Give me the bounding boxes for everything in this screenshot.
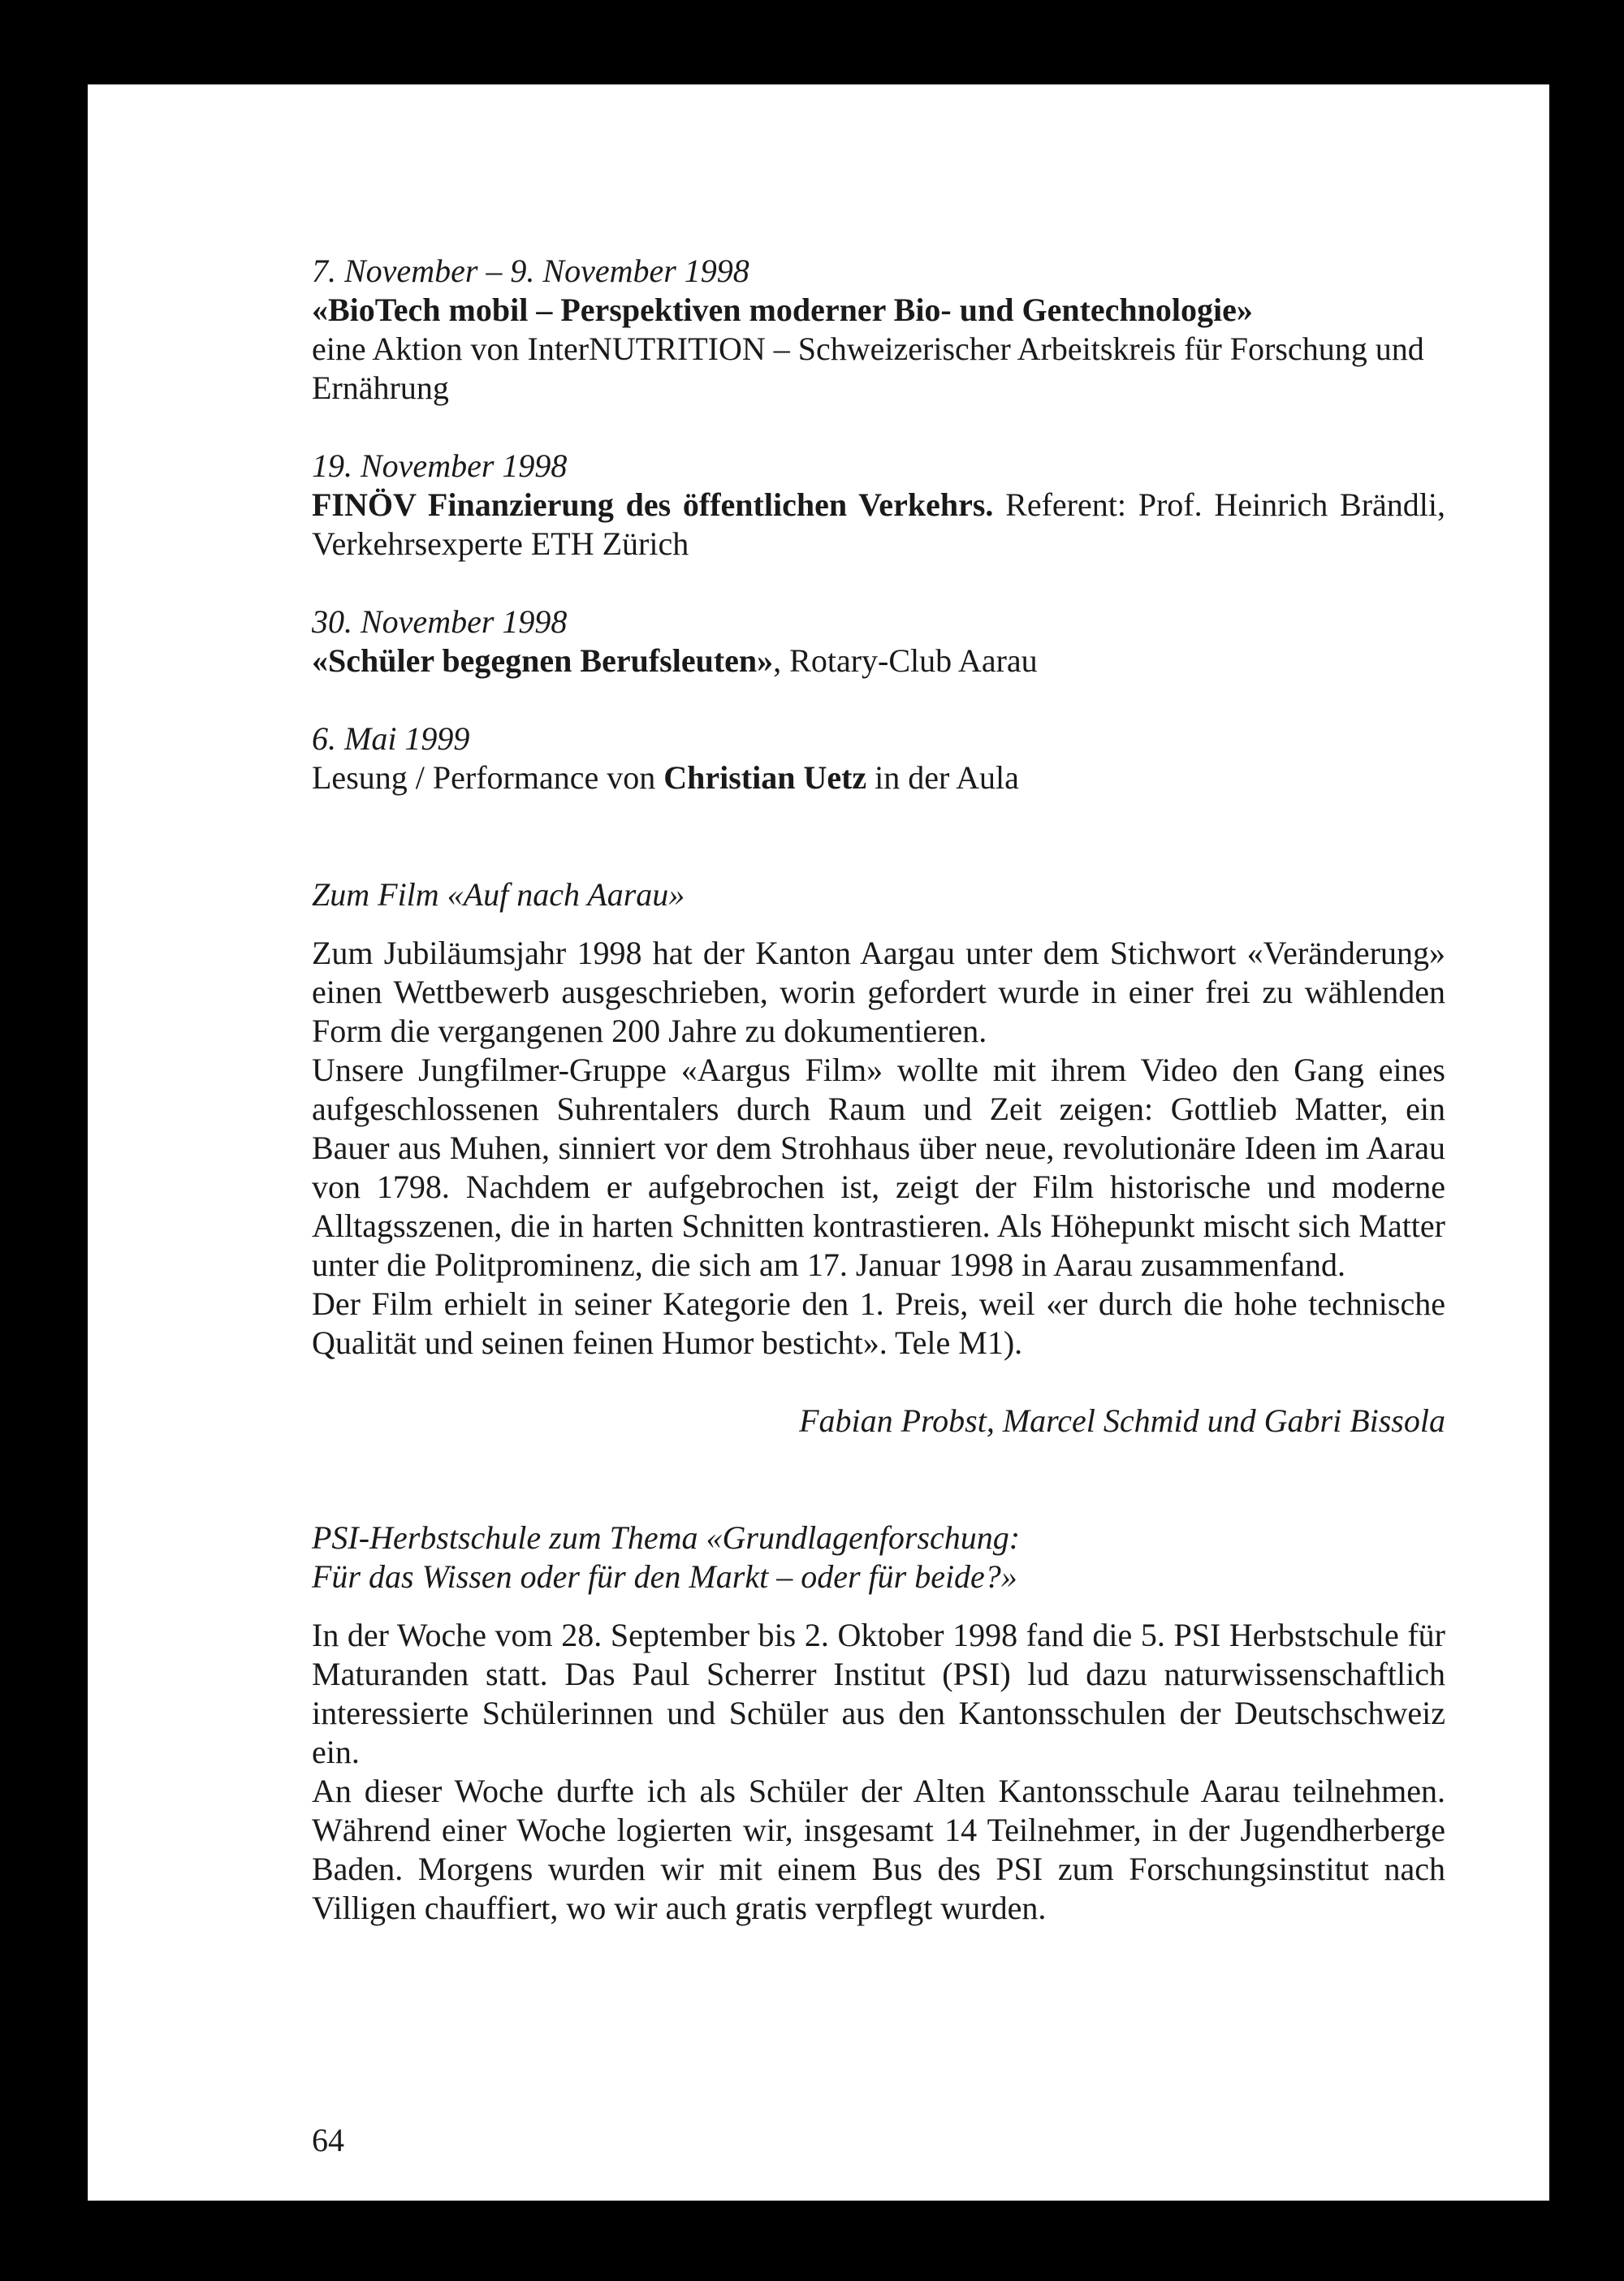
event-date: 30. November 1998 — [312, 603, 568, 640]
film-paragraph: Der Film erhielt in seiner Kategorie den 1. Preis, weil «er durch die hohe technische Qualität und seinen feinen Humor besticht». Tele M1). — [312, 1285, 1445, 1361]
event-description — [312, 486, 1445, 564]
event-text: , Rotary-Club Aarau — [773, 642, 1038, 679]
psi-paragraph: An dieser Woche durfte ich als Schüler der Alten Kantonsschule Aarau teilnehmen. Während einer Woche logierten wir, insgesamt 14 Teilnehmer, in der Jugendherberge Baden. Morgens wurden wir mit einem Bus des PSI zum Forschungsinstitut nach Villigen chauffiert, wo wir auch gratis verpflegt wurden. — [312, 1773, 1445, 1926]
document-page — [88, 84, 1549, 2201]
event-title: «Schüler begegnen Berufsleuten» — [312, 642, 774, 679]
event-biotech — [312, 252, 1445, 408]
event-lesung — [312, 719, 1445, 797]
event-date: 19. November 1998 — [312, 447, 568, 484]
film-section — [312, 875, 1445, 1441]
event-performer: Christian Uetz — [663, 759, 867, 796]
event-description — [312, 758, 1445, 797]
event-text-before: Lesung / Performance von — [312, 759, 664, 796]
event-text: eine Aktion von InterNUTRITION – Schweizerischer Arbeitskreis für Forschung und Ernährung — [312, 330, 1424, 406]
film-signature: Fabian Probst, Marcel Schmid und Gabri Bissola — [799, 1402, 1445, 1439]
event-finoev — [312, 447, 1445, 564]
event-text-after: in der Aula — [866, 759, 1019, 796]
psi-heading-line2: Für das Wissen oder für den Markt – oder für beide?» — [312, 1558, 1017, 1595]
film-heading: Zum Film «Auf nach Aarau» — [312, 876, 685, 913]
page-number: 64 — [312, 2122, 344, 2158]
psi-paragraph: In der Woche vom 28. September bis 2. Oktober 1998 fand die 5. PSI Herbstschule für Maturanden statt. Das Paul Scherrer Institut (PSI) lud dazu naturwissenschaftlich interessierte Schülerinnen und Schüler aus den Kantonsschulen der Deutschschweiz ein. — [312, 1617, 1445, 1770]
event-description — [312, 642, 1445, 680]
event-date: 7. November – 9. November 1998 — [312, 253, 749, 289]
film-paragraph: Unsere Jungfilmer-Gruppe «Aargus Film» wollte mit ihrem Video den Gang eines aufgeschlossenen Suhrentalers durch Raum und Zeit zeigen: Gottlieb Matter, ein Bauer aus Muhen, sinniert vor dem Strohhaus über neue, revolutionäre Ideen im Aarau von 1798. Nachdem er aufgebrochen ist, zeigt der Film historische und moderne Alltagsszenen, die in harten Schnitten kontrastieren. Als Höhepunkt mischt sich Matter unter die Politprominenz, die sich am 17. Januar 1998 in Aarau zusammenfand. — [312, 1052, 1445, 1283]
film-paragraph: Zum Jubiläumsjahr 1998 hat der Kanton Aargau unter dem Stichwort «Veränderung» einen Wettbewerb ausgeschrieben, worin gefordert wurde in einer frei zu wählenden Form die vergangenen 200 Jahre zu dokumentieren. — [312, 935, 1445, 1049]
page-content — [312, 252, 1445, 1928]
event-schueler — [312, 603, 1445, 680]
psi-heading-line1: PSI-Herbstschule zum Thema «Grundlagenforschung: — [312, 1519, 1021, 1556]
event-text: Referent: Prof. Heinrich Brändli, Verkehrsexperte ETH Zürich — [312, 486, 1445, 562]
event-title: «BioTech mobil – Perspektiven moderner Bio- und Gentechnologie» — [312, 292, 1253, 328]
event-date: 6. Mai 1999 — [312, 720, 470, 757]
psi-section — [312, 1519, 1445, 1928]
event-title: FINÖV Finanzierung des öffentlichen Verkehrs. — [312, 486, 994, 523]
